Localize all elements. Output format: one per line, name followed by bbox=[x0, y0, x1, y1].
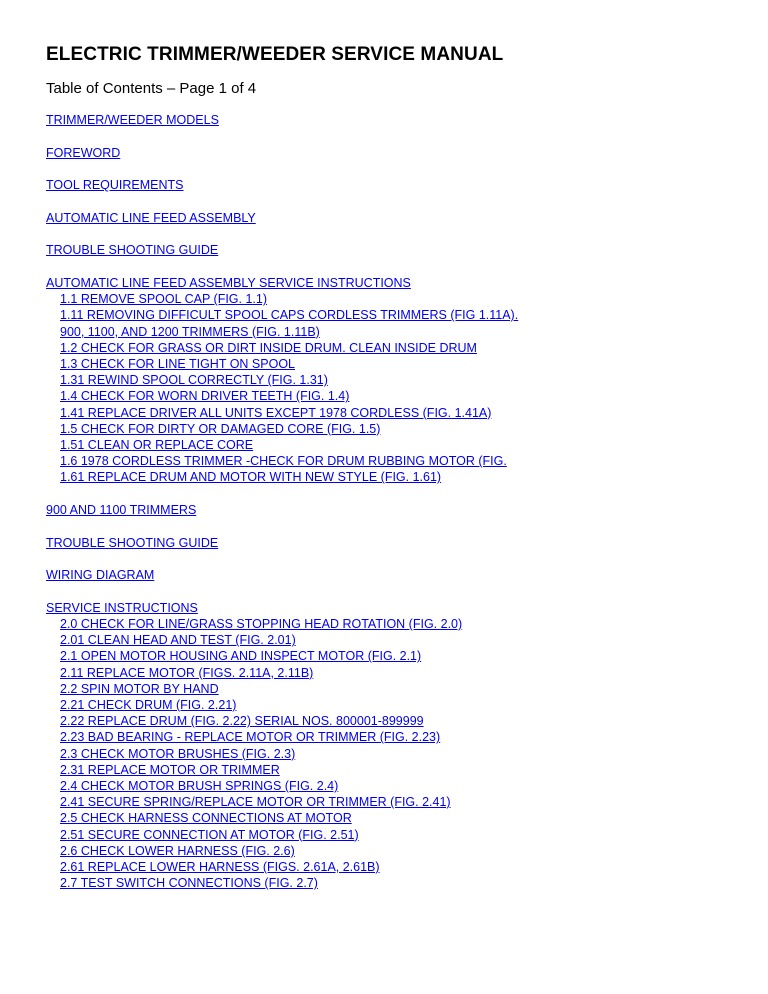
document-title: ELECTRIC TRIMMER/WEEDER SERVICE MANUAL bbox=[46, 44, 504, 65]
toc-subsection-link[interactable]: 2.31 REPLACE MOTOR OR TRIMMER bbox=[60, 762, 280, 777]
toc-section-link[interactable]: AUTOMATIC LINE FEED ASSEMBLY bbox=[46, 210, 256, 225]
toc-subsection-link[interactable]: 2.3 CHECK MOTOR BRUSHES (FIG. 2.3) bbox=[60, 746, 296, 761]
toc-subsection-link[interactable]: 1.3 CHECK FOR LINE TIGHT ON SPOOL bbox=[60, 356, 296, 371]
toc-section-link[interactable]: 900 AND 1100 TRIMMERS bbox=[46, 503, 197, 517]
toc-subsection-link[interactable]: 2.6 CHECK LOWER HARNESS (FIG. 2.6) bbox=[60, 843, 295, 858]
toc-subsection-link[interactable]: 1.51 CLEAN OR REPLACE CORE bbox=[60, 438, 254, 452]
toc-section-link[interactable]: FOREWORD bbox=[46, 145, 121, 160]
toc-subsection-link[interactable]: 1.61 REPLACE DRUM AND MOTOR WITH NEW STYLE (FIG. 1.61) bbox=[60, 470, 442, 485]
toc-subsection-link[interactable]: 1.31 REWIND SPOOL CORRECTLY (FIG. 1.31) bbox=[60, 373, 328, 388]
toc-section-link[interactable]: TROUBLE SHOOTING GUIDE bbox=[46, 243, 219, 258]
toc-section-link[interactable]: SERVICE INSTRUCTIONS bbox=[46, 600, 198, 615]
toc-subsection-link[interactable]: 2.2 SPIN MOTOR BY HAND bbox=[60, 681, 219, 696]
toc-subsection-link[interactable]: 2.11 REPLACE MOTOR (FIGS. 2.11A, 2.11B) bbox=[60, 665, 314, 680]
toc-subsection-link[interactable]: 2.23 BAD BEARING - REPLACE MOTOR OR TRIMMER (FIG. 2.23) bbox=[60, 730, 441, 745]
toc-subsection-link[interactable]: 1.41 REPLACE DRIVER ALL UNITS EXCEPT 1978 CORDLESS (FIG. 1.41A) bbox=[60, 405, 492, 420]
toc-subsection-link[interactable]: 2.0 CHECK FOR LINE/GRASS STOPPING HEAD ROTATION (FIG. 2.0) bbox=[60, 616, 463, 631]
toc-subsection-link[interactable]: 2.51 SECURE CONNECTION AT MOTOR (FIG. 2.51) bbox=[60, 827, 359, 842]
toc-subsection-link[interactable]: 2.4 CHECK MOTOR BRUSH SPRINGS (FIG. 2.4) bbox=[60, 779, 339, 794]
toc-subsection-link[interactable]: 2.01 CLEAN HEAD AND TEST (FIG. 2.01) bbox=[60, 633, 296, 648]
toc-subsection-link[interactable]: 1.11 REMOVING DIFFICULT SPOOL CAPS CORDLESS TRIMMERS (FIG 1.11A). bbox=[60, 308, 519, 323]
toc-subsection-link[interactable]: 1.2 CHECK FOR GRASS OR DIRT INSIDE DRUM. CLEAN INSIDE DRUM bbox=[60, 340, 477, 355]
toc-subsection-link[interactable]: 2.22 REPLACE DRUM (FIG. 2.22) SERIAL NOS. 800001-899999 bbox=[60, 714, 424, 729]
toc-section-link[interactable]: TOOL REQUIREMENTS bbox=[46, 178, 184, 193]
toc-section-link[interactable]: TROUBLE SHOOTING GUIDE bbox=[46, 535, 219, 550]
toc-section-link[interactable]: AUTOMATIC LINE FEED ASSEMBLY SERVICE INSTRUCTIONS bbox=[46, 275, 411, 290]
toc-subsection-link[interactable]: 1.5 CHECK FOR DIRTY OR DAMAGED CORE (FIG. 1.5) bbox=[60, 421, 381, 436]
toc-subtitle: Table of Contents – Page 1 of 4 bbox=[46, 80, 257, 97]
toc-subsection-link[interactable]: 2.41 SECURE SPRING/REPLACE MOTOR OR TRIMMER (FIG. 2.41) bbox=[60, 795, 451, 810]
toc-subsection-link[interactable]: 2.7 TEST SWITCH CONNECTIONS (FIG. 2.7) bbox=[60, 876, 318, 891]
toc-subsection-link[interactable]: 900, 1100, AND 1200 TRIMMERS (FIG. 1.11B) bbox=[60, 324, 320, 339]
toc-subsection-link[interactable]: 2.21 CHECK DRUM (FIG. 2.21) bbox=[60, 698, 237, 712]
toc-subsection-link[interactable]: 2.5 CHECK HARNESS CONNECTIONS AT MOTOR bbox=[60, 811, 352, 826]
toc-subsection-link[interactable]: 2.61 REPLACE LOWER HARNESS (FIGS. 2.61A, 2.61B) bbox=[60, 860, 380, 875]
toc-section-link[interactable]: TRIMMER/WEEDER MODELS bbox=[46, 113, 219, 127]
toc-section-link[interactable]: WIRING DIAGRAM bbox=[46, 568, 155, 583]
toc-subsection-link[interactable]: 2.1 OPEN MOTOR HOUSING AND INSPECT MOTOR (FIG. 2.1) bbox=[60, 649, 422, 664]
toc-subsection-link[interactable]: 1.6 1978 CORDLESS TRIMMER -CHECK FOR DRUM RUBBING MOTOR (FIG. bbox=[60, 454, 507, 469]
table-of-contents bbox=[46, 112, 746, 891]
toc-subsection-link[interactable]: 1.1 REMOVE SPOOL CAP (FIG. 1.1) bbox=[60, 292, 268, 307]
toc-subsection-link[interactable]: 1.4 CHECK FOR WORN DRIVER TEETH (FIG. 1.4) bbox=[60, 389, 350, 404]
